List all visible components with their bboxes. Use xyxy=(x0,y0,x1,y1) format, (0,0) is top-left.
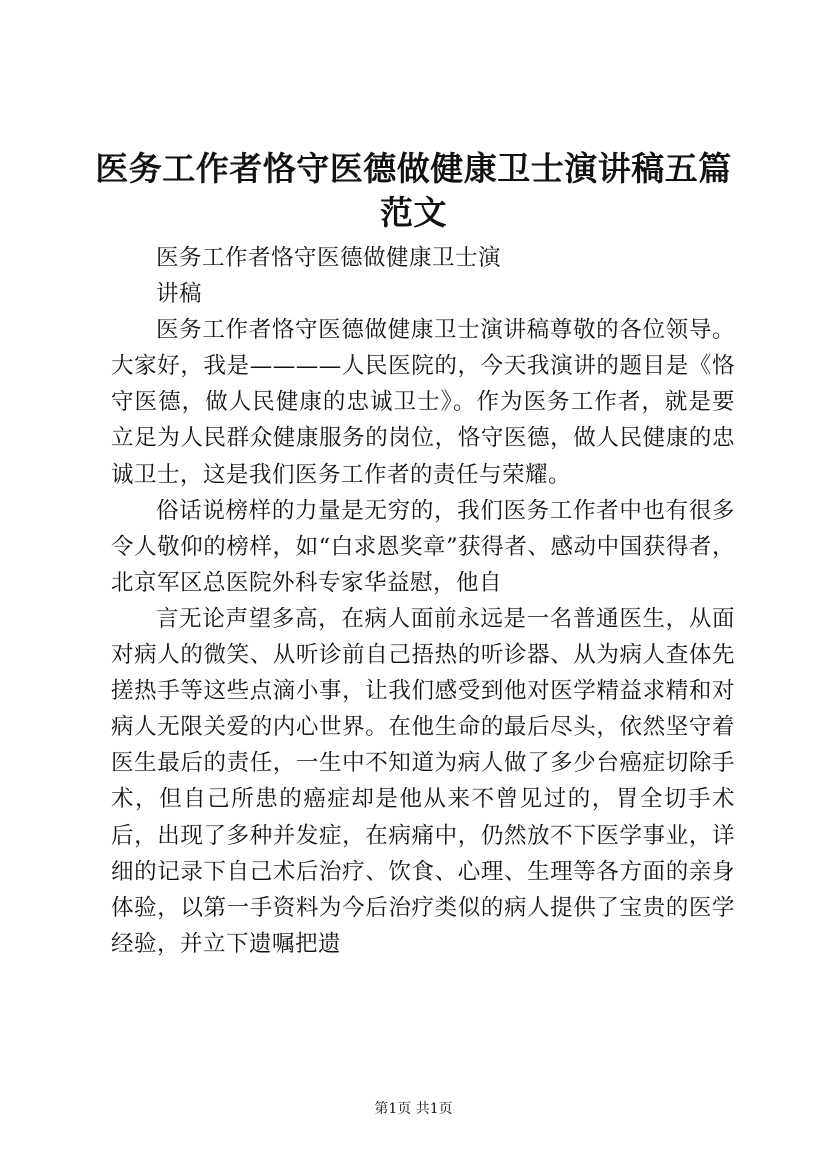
paragraph: 言无论声望多高，在病人面前永远是一名普通医生，从面对病人的微笑、从听诊前自己捂热的听诊器、从为病人查体先搓热手等这些点滴小事，让我们感受到他对医学精益求精和对病人无限关爱的内心世界。在他生命的最后尽头，依然坚守着医生最后的责任，一生中不知道为病人做了多少台癌症切除手术，但自己所患的癌症却是他从来不曾见过的，胃全切手术后，出现了多种并发症，在病痛中，仍然放不下医学事业，详细的记录下自己术后治疗、饮食、心理、生理等各方面的亲身体验，以第一手资料为今后治疗类似的病人提供了宝贵的医学经验，并立下遗嘱把遗 xyxy=(111,605,735,957)
paragraph: 讲稿 xyxy=(156,281,203,308)
document-title: 医务工作者恪守医德做健康卫士演讲稿五篇范文 xyxy=(95,149,732,232)
paragraph: 医务工作者恪守医德做健康卫士演 xyxy=(156,245,502,271)
paragraph: 医务工作者恪守医德做健康卫士演讲稿尊敬的各位领导。大家好，我是————人民医院的，今天我演讲的题目是《恪守医德，做人民健康的忠诚卫士》。作为医务工作者，就是要立足为人民群众健康服务的岗位，恪守医德，做人民健康的忠诚卫士，这是我们医务工作者的责任与荣耀。 xyxy=(111,317,735,488)
page-footer: 第1页 共1页 xyxy=(374,1101,453,1117)
document-body xyxy=(111,240,735,962)
paragraph: 俗话说榜样的力量是无穷的，我们医务工作者中也有很多令人敬仰的榜样，如“白求恩奖章”获得者、感动中国获得者，北京军区总医院外科专家华益慰，他自 xyxy=(111,497,735,596)
